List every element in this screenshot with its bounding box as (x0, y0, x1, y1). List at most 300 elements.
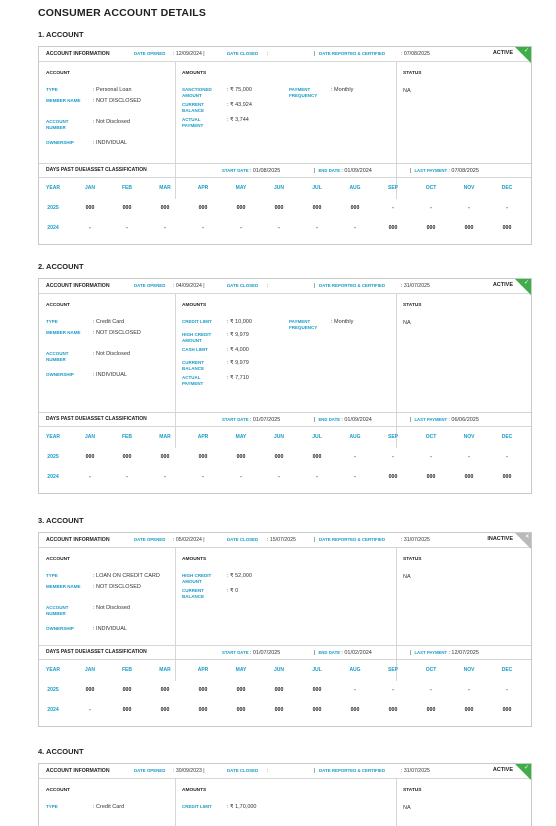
amount-row (182, 117, 292, 131)
account-number-label: ACCOUNT NUMBER (46, 605, 69, 616)
account-info-header (39, 47, 531, 62)
grid-value: 000 (426, 707, 436, 713)
grid-value: 000 (274, 205, 284, 211)
date-opened-label: DATE OPENED (134, 51, 166, 56)
grid-header-dec: DEC (501, 185, 513, 191)
amount-value: : ₹ 9,979 (227, 360, 249, 366)
grid-value: - (354, 225, 356, 231)
grid-header-aug: AUG (349, 667, 361, 673)
last-payment-label: LAST PAYMENT (414, 168, 449, 173)
grid-value: 000 (350, 205, 360, 211)
date-reported-label: DATE REPORTED & CERTIFIED (319, 283, 386, 288)
section-divider (39, 645, 531, 646)
grid-value: 000 (464, 225, 474, 231)
amount-value: : ₹ 4,000 (227, 347, 249, 353)
grid-year: 2025 (47, 205, 59, 211)
grid-header-dec: DEC (501, 667, 513, 673)
ownership-label: OWNERSHIP (46, 140, 74, 145)
date-opened-label: DATE OPENED (134, 283, 166, 288)
grid-value: - (89, 474, 91, 480)
grid-header-jan: JAN (84, 185, 95, 191)
grid-header-feb: FEB (122, 434, 132, 440)
grid-year: 2024 (47, 707, 59, 713)
grid-header-oct: OCT (425, 667, 437, 673)
date-opened-value: : 05/02/2024 | (173, 537, 205, 543)
section-divider (39, 177, 531, 178)
type-value: : Personal Loan (93, 87, 132, 93)
grid-value: 000 (274, 687, 284, 693)
grid-value: - (354, 474, 356, 480)
grid-value: - (89, 225, 91, 231)
grid-header-sep: SEP (387, 434, 398, 440)
amount-row (182, 573, 292, 587)
account-heading: 4. ACCOUNT (38, 747, 84, 756)
amounts-column-heading: AMOUNTS (182, 788, 207, 793)
grid-value: 000 (388, 707, 398, 713)
ownership-value: : INDIVIDUAL (93, 372, 127, 378)
payment-frequency-label: PAYMENT FREQUENCY (289, 319, 318, 330)
grid-value: 000 (236, 454, 246, 460)
grid-value: 000 (274, 454, 284, 460)
grid-value: - (316, 225, 318, 231)
type-label: TYPE (46, 573, 58, 578)
grid-header-nov: NOV (463, 185, 475, 191)
meta-separator: | (410, 417, 412, 423)
account-column-heading: ACCOUNT (46, 71, 70, 76)
last-payment-value: : 06/06/2025 (448, 417, 479, 423)
date-closed-label: DATE CLOSED (227, 537, 259, 542)
amount-value: : ₹ 10,000 (227, 319, 252, 325)
type-label: TYPE (46, 804, 58, 809)
grid-value: 000 (388, 225, 398, 231)
date-closed-label: DATE CLOSED (227, 768, 259, 773)
end-date-value: : 01/09/2024 (341, 168, 372, 174)
amount-value: : ₹ 43,924 (227, 102, 252, 108)
account-heading: 3. ACCOUNT (38, 516, 84, 525)
grid-header-dec: DEC (501, 434, 513, 440)
grid-header-jun: JUN (273, 434, 284, 440)
grid-value: 000 (122, 707, 132, 713)
member-name-value: : NOT DISCLOSED (93, 330, 141, 336)
grid-value: - (316, 474, 318, 480)
grid-header-feb: FEB (122, 667, 132, 673)
date-reported-value: : 31/07/2025 (401, 537, 430, 543)
date-reported-value: : 31/07/2025 (401, 283, 430, 289)
member-name-row (46, 584, 171, 598)
amount-value: : ₹ 1,70,000 (227, 804, 257, 810)
amount-value: : ₹ 0 (227, 588, 239, 594)
date-closed-value: : (267, 283, 269, 289)
grid-value: 000 (502, 474, 512, 480)
amount-label: CREDIT LIMIT (182, 804, 212, 809)
grid-value: - (354, 687, 356, 693)
grid-value: - (240, 474, 242, 480)
last-payment-label: LAST PAYMENT (414, 650, 449, 655)
column-divider (396, 294, 397, 448)
account-column-heading: ACCOUNT (46, 303, 70, 308)
account-heading: 2. ACCOUNT (38, 262, 84, 271)
type-value: : Credit Card (93, 319, 125, 325)
type-label: TYPE (46, 87, 58, 92)
grid-header-jul: JUL (312, 434, 322, 440)
account-column-heading: ACCOUNT (46, 788, 70, 793)
grid-value: 000 (312, 707, 322, 713)
grid-value: 000 (312, 687, 322, 693)
date-reported-label: DATE REPORTED & CERTIFIED (319, 537, 386, 542)
date-closed-label: DATE CLOSED (227, 51, 259, 56)
grid-value: 000 (85, 454, 95, 460)
grid-header-oct: OCT (425, 185, 437, 191)
status-badge: INACTIVE (487, 536, 513, 542)
grid-header-may: MAY (235, 667, 247, 673)
start-date-label: START DATE (222, 417, 250, 422)
grid-value: 000 (502, 707, 512, 713)
column-divider (175, 548, 176, 681)
grid-value: 000 (464, 474, 474, 480)
ownership-value: : INDIVIDUAL (93, 140, 127, 146)
amount-label: ACTUAL PAYMENT (182, 117, 204, 128)
amount-row (182, 332, 292, 346)
member-name-row (46, 330, 171, 344)
type-value: : Credit Card (93, 804, 125, 810)
column-divider (396, 779, 397, 826)
section-divider (39, 426, 531, 427)
amounts-column-heading: AMOUNTS (182, 71, 207, 76)
column-divider (175, 779, 176, 826)
account-card (38, 763, 532, 826)
meta-separator: | (410, 168, 412, 174)
grid-value: - (506, 205, 508, 211)
grid-value: 000 (350, 707, 360, 713)
date-opened-value: : 30/09/2023 | (173, 768, 205, 774)
date-closed-value: : (267, 51, 269, 57)
grid-header-oct: OCT (425, 434, 437, 440)
grid-value: 000 (198, 707, 208, 713)
account-information-label: ACCOUNT INFORMATION (46, 537, 110, 543)
end-date-label: END DATE (318, 417, 342, 422)
payment-frequency-value: : Monthly (331, 319, 354, 325)
column-divider (396, 548, 397, 681)
grid-year: 2025 (47, 687, 59, 693)
account-number-row (46, 351, 171, 365)
grid-header-feb: FEB (122, 185, 132, 191)
member-name-label: MEMBER NAME (46, 584, 81, 589)
end-date-label: END DATE (318, 650, 342, 655)
account-number-value: : Not Disclosed (93, 605, 130, 611)
grid-header-apr: APR (197, 434, 209, 440)
grid-value: 000 (426, 225, 436, 231)
end-date-value: : 01/09/2024 (341, 417, 372, 423)
ownership-value: : INDIVIDUAL (93, 626, 127, 632)
grid-value: - (430, 454, 432, 460)
grid-value: - (506, 454, 508, 460)
amount-value: : ₹ 9,979 (227, 332, 249, 338)
amounts-column-heading: AMOUNTS (182, 303, 207, 308)
account-column-heading: ACCOUNT (46, 557, 70, 562)
close-icon: × (525, 534, 529, 540)
status-value: NA (403, 805, 411, 811)
start-date-field (222, 417, 280, 423)
ownership-row (46, 140, 171, 154)
grid-value: 000 (236, 707, 246, 713)
grid-header-may: MAY (235, 185, 247, 191)
status-column-heading: STATUS (403, 557, 422, 562)
account-information-label: ACCOUNT INFORMATION (46, 283, 110, 289)
date-closed-value: : 15/07/2025 (267, 537, 296, 543)
grid-header-year: YEAR (46, 667, 60, 673)
grid-value: 000 (426, 474, 436, 480)
section-divider (39, 659, 531, 660)
amount-label: SANCTIONED AMOUNT (182, 87, 212, 98)
meta-separator: | (314, 650, 316, 656)
date-reported-label: DATE REPORTED & CERTIFIED (319, 51, 386, 56)
grid-value: 000 (160, 205, 170, 211)
grid-value: 000 (198, 205, 208, 211)
status-column-heading: STATUS (403, 788, 422, 793)
payment-frequency-row (289, 319, 389, 333)
header-separator: | (314, 537, 316, 543)
grid-value: 000 (122, 687, 132, 693)
date-reported-value: : 07/08/2025 (401, 51, 430, 57)
amount-label: ACTUAL PAYMENT (182, 375, 204, 386)
header-separator: | (314, 283, 316, 289)
section-divider (39, 163, 531, 164)
last-payment-field (410, 168, 479, 174)
type-row (46, 804, 171, 818)
grid-value: - (468, 454, 470, 460)
amount-row (182, 87, 292, 101)
date-opened-label: DATE OPENED (134, 537, 166, 542)
header-separator: | (314, 51, 316, 57)
date-opened-value: : 12/09/2024 | (173, 51, 205, 57)
grid-year: 2024 (47, 225, 59, 231)
ownership-row (46, 372, 171, 386)
grid-header-year: YEAR (46, 434, 60, 440)
grid-value: 000 (160, 707, 170, 713)
grid-value: 000 (312, 454, 322, 460)
date-reported-label: DATE REPORTED & CERTIFIED (319, 768, 386, 773)
account-number-row (46, 605, 171, 619)
grid-header-apr: APR (197, 185, 209, 191)
account-information-label: ACCOUNT INFORMATION (46, 51, 110, 57)
start-date-label: START DATE (222, 650, 250, 655)
status-column-heading: STATUS (403, 303, 422, 308)
member-name-value: : NOT DISCLOSED (93, 98, 141, 104)
amount-row (182, 347, 292, 361)
start-date-field (222, 168, 280, 174)
grid-header-mar: MAR (159, 434, 171, 440)
payment-frequency-row (289, 87, 389, 101)
ownership-row (46, 626, 171, 640)
amount-label: CURRENT BALANCE (182, 360, 204, 371)
grid-value: - (430, 205, 432, 211)
grid-value: - (126, 225, 128, 231)
type-label: TYPE (46, 319, 58, 324)
payment-frequency-value: : Monthly (331, 87, 354, 93)
status-value: NA (403, 88, 411, 94)
amount-value: : ₹ 52,000 (227, 573, 252, 579)
amount-label: CASH LIMIT (182, 347, 208, 352)
grid-value: - (468, 205, 470, 211)
dpd-title: DAYS PAST DUE/ASSET CLASSIFICATION (46, 167, 147, 173)
grid-value: - (468, 687, 470, 693)
grid-value: - (354, 454, 356, 460)
amount-value: : ₹ 7,710 (227, 375, 249, 381)
grid-header-apr: APR (197, 667, 209, 673)
grid-header-sep: SEP (387, 667, 398, 673)
check-icon: ✓ (523, 280, 529, 286)
grid-value: - (430, 687, 432, 693)
grid-header-aug: AUG (349, 185, 361, 191)
account-card (38, 46, 532, 245)
last-payment-value: : 07/08/2025 (448, 168, 479, 174)
account-number-label: ACCOUNT NUMBER (46, 351, 69, 362)
member-name-label: MEMBER NAME (46, 98, 81, 103)
date-closed-value: : (267, 768, 269, 774)
grid-year: 2025 (47, 454, 59, 460)
start-date-value: : 01/07/2025 (249, 417, 281, 423)
amount-value: : ₹ 3,744 (227, 117, 249, 123)
grid-value: - (392, 205, 394, 211)
start-date-label: START DATE (222, 168, 250, 173)
grid-value: - (164, 474, 166, 480)
column-divider (175, 294, 176, 448)
section-divider (39, 412, 531, 413)
grid-header-mar: MAR (159, 185, 171, 191)
grid-value: - (89, 707, 91, 713)
ownership-label: OWNERSHIP (46, 372, 74, 377)
account-number-row (46, 119, 171, 133)
amount-row (182, 102, 292, 116)
status-badge: ACTIVE (492, 50, 513, 56)
grid-value: 000 (502, 225, 512, 231)
account-card (38, 532, 532, 727)
dpd-title: DAYS PAST DUE/ASSET CLASSIFICATION (46, 649, 147, 655)
start-date-value: : 01/07/2025 (249, 650, 281, 656)
grid-value: 000 (236, 205, 246, 211)
grid-value: 000 (312, 205, 322, 211)
grid-header-sep: SEP (387, 185, 398, 191)
status-value: NA (403, 574, 411, 580)
dpd-title: DAYS PAST DUE/ASSET CLASSIFICATION (46, 416, 147, 422)
check-icon: ✓ (523, 765, 529, 771)
grid-value: 000 (274, 707, 284, 713)
grid-header-jun: JUN (273, 667, 284, 673)
header-separator: | (314, 768, 316, 774)
account-number-value: : Not Disclosed (93, 351, 130, 357)
date-closed-label: DATE CLOSED (227, 283, 259, 288)
grid-value: 000 (388, 474, 398, 480)
grid-value: - (278, 474, 280, 480)
grid-value: - (202, 225, 204, 231)
amount-row (182, 375, 292, 389)
grid-header-mar: MAR (159, 667, 171, 673)
end-date-field (314, 650, 372, 656)
meta-separator: | (410, 650, 412, 656)
grid-header-jan: JAN (84, 434, 95, 440)
amount-row (182, 360, 292, 374)
end-date-label: END DATE (318, 168, 342, 173)
grid-value: - (392, 454, 394, 460)
column-divider (396, 62, 397, 199)
date-opened-label: DATE OPENED (134, 768, 166, 773)
amount-label: CURRENT BALANCE (182, 102, 204, 113)
grid-value: - (164, 225, 166, 231)
meta-separator: | (314, 168, 316, 174)
amount-label: CREDIT LIMIT (182, 319, 212, 324)
grid-value: 000 (198, 687, 208, 693)
grid-value: 000 (85, 687, 95, 693)
amount-row (182, 588, 292, 602)
grid-value: 000 (160, 687, 170, 693)
page-title: CONSUMER ACCOUNT DETAILS (38, 7, 207, 19)
grid-header-nov: NOV (463, 667, 475, 673)
grid-header-jul: JUL (312, 667, 322, 673)
grid-header-nov: NOV (463, 434, 475, 440)
amount-value: : ₹ 75,000 (227, 87, 252, 93)
last-payment-value: : 12/07/2025 (448, 650, 479, 656)
status-value: NA (403, 320, 411, 326)
grid-value: 000 (160, 454, 170, 460)
last-payment-label: LAST PAYMENT (414, 417, 449, 422)
type-value: : LOAN ON CREDIT CARD (93, 573, 160, 579)
amount-row (182, 804, 292, 818)
end-date-value: : 01/02/2024 (341, 650, 372, 656)
ownership-label: OWNERSHIP (46, 626, 74, 631)
account-info-header (39, 533, 531, 548)
member-name-label: MEMBER NAME (46, 330, 81, 335)
status-column-heading: STATUS (403, 71, 422, 76)
grid-value: 000 (122, 205, 132, 211)
grid-value: - (126, 474, 128, 480)
account-number-label: ACCOUNT NUMBER (46, 119, 69, 130)
grid-header-jan: JAN (84, 667, 95, 673)
grid-value: - (278, 225, 280, 231)
date-reported-value: : 31/07/2025 (401, 768, 430, 774)
grid-value: - (202, 474, 204, 480)
start-date-value: : 01/08/2025 (249, 168, 281, 174)
account-info-header (39, 279, 531, 294)
amount-label: CURRENT BALANCE (182, 588, 204, 599)
check-icon: ✓ (523, 48, 529, 54)
account-information-label: ACCOUNT INFORMATION (46, 768, 110, 774)
meta-separator: | (314, 417, 316, 423)
account-info-header (39, 764, 531, 779)
grid-value: - (392, 687, 394, 693)
grid-header-may: MAY (235, 434, 247, 440)
grid-value: 000 (122, 454, 132, 460)
member-name-value: : NOT DISCLOSED (93, 584, 141, 590)
column-divider (175, 62, 176, 199)
account-heading: 1. ACCOUNT (38, 30, 84, 39)
grid-value: - (506, 687, 508, 693)
date-opened-value: : 04/09/2024 | (173, 283, 205, 289)
status-badge: ACTIVE (492, 282, 513, 288)
member-name-row (46, 98, 171, 112)
end-date-field (314, 168, 372, 174)
last-payment-field (410, 650, 479, 656)
grid-header-aug: AUG (349, 434, 361, 440)
start-date-field (222, 650, 280, 656)
account-card (38, 278, 532, 494)
grid-value: 000 (236, 687, 246, 693)
grid-header-jul: JUL (312, 185, 322, 191)
status-badge: ACTIVE (492, 767, 513, 773)
grid-value: 000 (464, 707, 474, 713)
grid-header-jun: JUN (273, 185, 284, 191)
end-date-field (314, 417, 372, 423)
grid-value: 000 (198, 454, 208, 460)
